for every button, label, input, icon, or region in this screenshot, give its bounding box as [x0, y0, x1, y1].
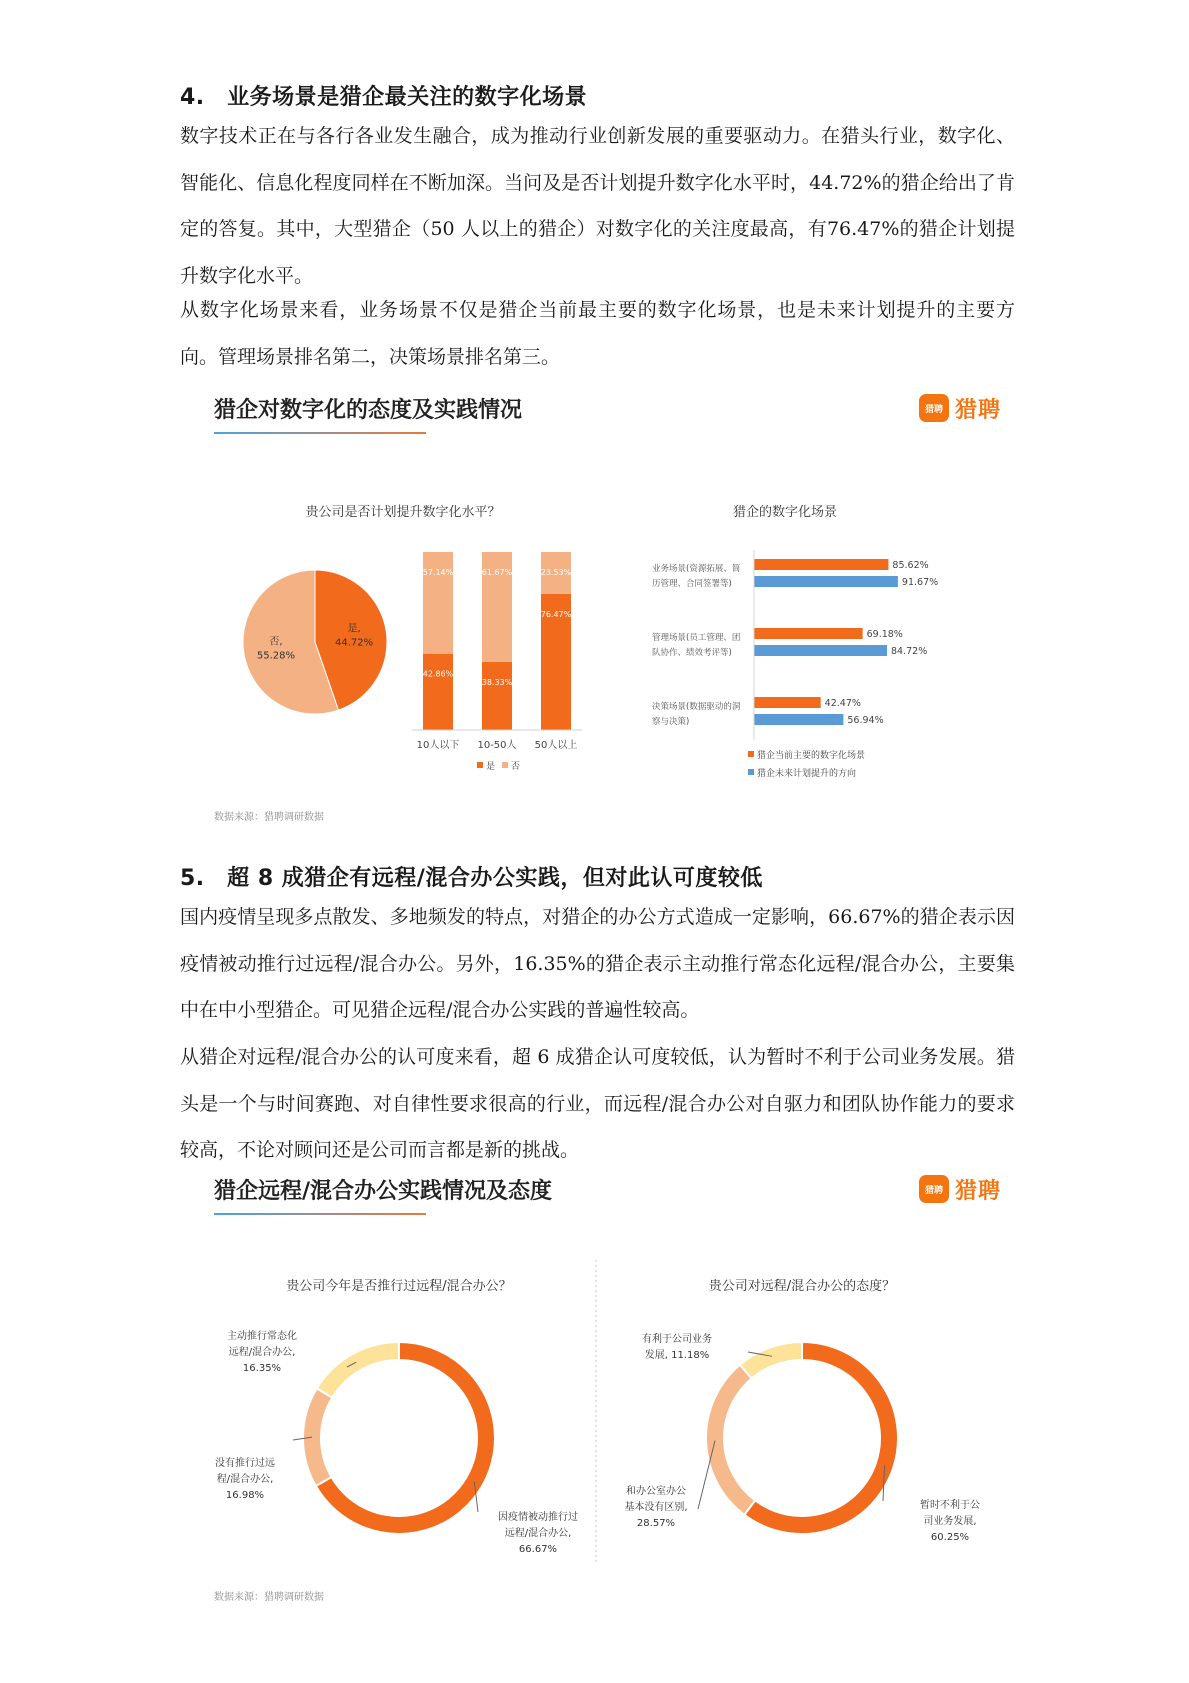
hbar: [754, 645, 887, 656]
bar-segment-label: 38.33%: [481, 677, 513, 687]
hbar-value-label: 85.62%: [892, 560, 929, 571]
bar-segment-label: 76.47%: [540, 609, 572, 619]
bar-segment-label: 61.67%: [481, 568, 513, 577]
donut-slice: [317, 1342, 399, 1398]
donut-slice-label: 28.57%: [636, 1518, 676, 1529]
hbar-category-label: 业务场景(资源拓展、简: [652, 564, 741, 574]
legend-swatch: [477, 762, 483, 768]
bar-category-label: 10人以下: [416, 740, 460, 751]
legend-swatch: [748, 769, 754, 775]
donut-slice-label: 和办公室办公: [626, 1486, 686, 1497]
bar-segment-label: 57.14%: [422, 568, 454, 577]
hbar-value-label: 84.72%: [891, 646, 928, 657]
bar-category-label: 50人以上: [534, 740, 578, 751]
donut-slice: [706, 1365, 755, 1515]
figure-1-logo: [919, 393, 1001, 423]
hbar: [754, 714, 843, 725]
figure-1-underline: [214, 432, 426, 434]
donut-slice-label: 主动推行常态化: [227, 1331, 297, 1342]
liepin-logo-icon: 猎聘: [919, 1175, 949, 1203]
hbar-value-label: 42.47%: [824, 698, 861, 709]
donut-slice-label: 16.98%: [225, 1490, 265, 1501]
pie-slice-value: 44.72%: [334, 637, 374, 649]
donut-slice-label: 16.35%: [242, 1363, 282, 1374]
donut-slice-label: 60.25%: [930, 1532, 970, 1543]
hbar-category-label: 察与决策): [652, 717, 690, 727]
donut-slice-label: 66.67%: [518, 1544, 558, 1555]
section-4-paragraph-2: 从数字化场景来看，业务场景不仅是猎企当前最主要的数字化场景，也是未来计划提升的主要方向。管理场景排名第二，决策场景排名第三。: [180, 299, 1015, 368]
hbar-category-label: 决策场景(数据驱动的洞: [652, 702, 741, 712]
hbar-category-label: 队协作、绩效考评等): [652, 648, 732, 658]
figure-2-title: 猎企远程/混合办公实践情况及态度: [214, 1179, 553, 1204]
hbar-value-label: 56.94%: [847, 715, 884, 726]
legend-label: 猎企未来计划提升的方向: [757, 769, 857, 779]
donut-slice: [303, 1388, 332, 1486]
figure-1-source: 数据来源：猎聘调研数据: [214, 812, 324, 823]
donut-slice-label: 远程/混合办公,: [228, 1347, 296, 1358]
hbar: [754, 576, 898, 587]
hbar: [754, 628, 863, 639]
donut-slice-label: 司业务发展,: [923, 1516, 977, 1527]
donut-chart-title: 贵公司今年是否推行过远程/混合办公？: [286, 1279, 512, 1294]
donut-slice-label: 程/混合办公,: [216, 1474, 274, 1485]
donut-slice-label: 没有推行过远: [215, 1458, 275, 1469]
figure-2-source: 数据来源：猎聘调研数据: [214, 1592, 324, 1603]
hbar-category-label: 历管理、合同签署等): [652, 579, 732, 589]
hbar: [754, 697, 821, 708]
pie-chart-title: 贵公司是否计划提升数字化水平？: [305, 505, 501, 520]
figure-1-charts: [0, 450, 1189, 800]
legend-label: 猎企当前主要的数字化场景: [757, 751, 866, 761]
stacked-bar-segment: [482, 662, 512, 730]
logo-text: 猎聘: [955, 1178, 1002, 1204]
legend-label: 否: [511, 762, 521, 772]
donut-slice-label: 发展, 11.18%: [644, 1350, 710, 1361]
donut-slice-label: 远程/混合办公,: [504, 1528, 572, 1539]
hbar-value-label: 69.18%: [866, 629, 903, 640]
pie-slice-label: 否,: [269, 636, 283, 648]
bar-segment-label: 23.53%: [540, 568, 572, 577]
donut-slice-label: 因疫情被动推行过: [498, 1512, 578, 1523]
bar-category-label: 10-50人: [477, 740, 517, 751]
section-5-heading: 5. 超 8 成猎企有远程/混合办公实践，但对此认可度较低: [180, 866, 763, 891]
figure-1-title: 猎企对数字化的态度及实践情况: [214, 398, 523, 423]
section-5-paragraph-2: 从猎企对远程/混合办公的认可度来看，超 6 成猎企认可度较低，认为暂时不利于公司业务发展。猎头是一个与时间赛跑、对自律性要求很高的行业，而远程/混合办公对自驱力和团队协作能力的要求较高，不论对顾问还是公司而言都是新的挑战。: [180, 1046, 1015, 1161]
hbar-value-label: 91.67%: [901, 577, 939, 588]
donut-slice-label: 暂时不利于公: [920, 1500, 980, 1511]
figure-2-charts: [0, 1230, 1189, 1570]
bar-segment-label: 42.86%: [422, 669, 454, 679]
donut-slice: [740, 1342, 802, 1378]
figure-2-underline: [214, 1213, 426, 1215]
donut-slice-label: 基本没有区别,: [624, 1502, 688, 1513]
pie-slice-value: 55.28%: [256, 650, 296, 662]
figure-2-logo: [919, 1174, 1001, 1204]
donut-chart-title: 贵公司对远程/混合办公的态度？: [708, 1279, 896, 1294]
hbar-category-label: 管理场景(员工管理、团: [652, 633, 741, 643]
stacked-bar-segment: [423, 654, 453, 730]
section-5-paragraph-1: 国内疫情呈现多点散发、多地频发的特点，对猎企的办公方式造成一定影响，66.67%的猎企表示因疫情被动推行过远程/混合办公。另外，16.35%的猎企表示主动推行常态化远程/混合办公，主要集中在中小型猎企。可见猎企远程/混合办公实践的普遍性较高。: [180, 906, 1015, 1021]
section-4-paragraph-1: 数字技术正在与各行各业发生融合，成为推动行业创新发展的重要驱动力。在猎头行业，数字化、智能化、信息化程度同样在不断加深。当问及是否计划提升数字化水平时，44.72%的猎企给出了肯定的答复。其中，大型猎企（50 人以上的猎企）对数字化的关注度最高，有76.47%的猎企计划提升数字化水平。: [180, 125, 1015, 287]
section-4-heading: 4. 业务场景是猎企最关注的数字化场景: [180, 85, 588, 110]
legend-swatch: [502, 762, 508, 768]
liepin-logo-icon: 猎聘: [919, 394, 949, 422]
legend-swatch: [748, 751, 754, 757]
legend-label: 是: [486, 762, 496, 772]
hbar-chart-title: 猎企的数字化场景: [732, 505, 838, 520]
logo-text: 猎聘: [955, 397, 1002, 423]
hbar: [754, 559, 888, 570]
donut-slice-label: 有利于公司业务: [642, 1334, 712, 1345]
donut-slice: [744, 1342, 898, 1534]
pie-slice-label: 是,: [347, 623, 361, 635]
